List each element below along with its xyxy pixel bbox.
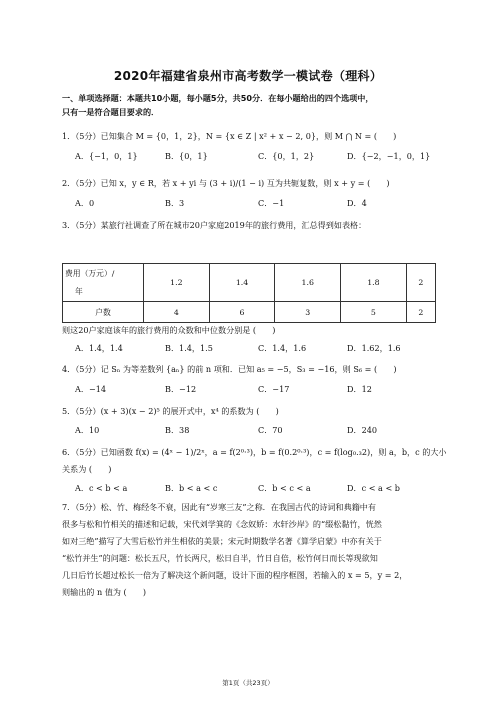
table-header-cost-line2: 年	[75, 286, 83, 296]
q5-option-c[interactable]: C．70	[258, 425, 283, 435]
table-cell: 4	[144, 302, 210, 323]
section-heading-line2: 只有一是符合题目要求的．	[62, 107, 160, 117]
question-3-stem: 3．（5分）某旅行社调查了所在城市20户家庭2019年的旅行费用，汇总得到如表格：	[62, 220, 367, 230]
question-1-stem: 1．（5分）已知集合 M = {0，1，2}，N = {x ∈ Z | x² + x − 2, 0}，则 M ⋂ N = ( )	[62, 131, 397, 141]
table-cell: 3	[275, 302, 341, 323]
q1-option-b[interactable]: B．{0，1}	[165, 151, 208, 161]
q3-option-c[interactable]: C．1.4，1.6	[258, 343, 307, 353]
q4-option-d[interactable]: D．12	[347, 384, 372, 394]
question-4-options	[75, 384, 445, 396]
travel-cost-table	[62, 263, 436, 323]
q3-option-a[interactable]: A．1.4，1.4	[75, 343, 123, 353]
question-7-line: 几日后竹长超过松长一倍为了解决这个新问题，设计下面的程序框图，若输入的 x = 5，y = 2，	[62, 570, 408, 580]
question-7-line: 很多与松和竹相关的描述和记载，宋代刘学箕的《念奴娇：水轩沙岸》的“缀松黏竹，恍然	[62, 519, 382, 529]
question-3-options	[75, 343, 445, 355]
table-cell: 6	[209, 302, 275, 323]
question-2-stem: 2．（5分）已知 x，y ∈ R，若 x + yi 与 (3 + i)/(1 − i) 互为共轭复数，则 x + y = ( )	[62, 178, 390, 188]
question-6-options	[75, 483, 445, 495]
q2-option-d[interactable]: D．4	[347, 198, 367, 208]
question-1-options	[75, 151, 445, 163]
q6-option-c[interactable]: C．b < c < a	[258, 483, 311, 493]
table-cell: 2	[406, 264, 435, 302]
q6-option-d[interactable]: D．c < a < b	[347, 483, 400, 493]
q1-option-c[interactable]: C．{0，1，2}	[258, 151, 315, 161]
q1-option-a[interactable]: A．{−1，0，1}	[75, 151, 138, 161]
q2-option-b[interactable]: B．3	[165, 198, 185, 208]
section-heading-line1: 一、单项选择题：本题共10小题，每小题5分，共50分．在每小题给出的四个选项中，	[62, 93, 374, 103]
q2-option-a[interactable]: A．0	[75, 198, 95, 208]
table-cell: 1.2	[144, 264, 210, 302]
q3-option-d[interactable]: D．1.62，1.6	[347, 343, 401, 353]
q6-option-b[interactable]: B．b < a < c	[165, 483, 218, 493]
question-7-line: 如对三绝”描写了大雪后松竹并生相依的美景；宋元时期数学名著《算学启蒙》中亦有关于	[62, 536, 382, 546]
table-row-count	[63, 302, 436, 323]
q6-option-a[interactable]: A．c < b < a	[75, 483, 128, 493]
table-cell: 1.8	[341, 264, 407, 302]
table-header-cost	[63, 264, 144, 302]
page-title: 2020年福建省泉州市高考数学一模试卷（理科）	[113, 69, 383, 83]
q2-option-c[interactable]: C．−1	[258, 198, 285, 208]
question-7-line: 则输出的 n 值为 ( )	[62, 587, 146, 597]
q4-option-b[interactable]: B．−12	[165, 384, 197, 394]
q4-option-c[interactable]: C．−17	[258, 384, 290, 394]
table-header-cost-line1: 费用（万元）/	[65, 268, 115, 278]
table-cell: 2	[406, 302, 435, 323]
question-7-line: “松竹并生”的问题：松长五尺，竹长两尺，松日自半，竹日自倍，松竹何日而长等现欲知	[62, 553, 378, 563]
table-cell: 1.4	[209, 264, 275, 302]
page-footer: 第1页（共23页）	[222, 679, 274, 687]
question-4-stem: 4．（5分）记 Sₙ 为等差数列 {aₙ} 的前 n 项和．已知 a₅ = −5，S₃ = −16，则 S₆ = ( )	[62, 364, 397, 374]
q4-option-a[interactable]: A．−14	[75, 384, 107, 394]
question-7-line: 7．（5分）松、竹、梅经冬不衰，因此有“岁寒三友”之称．在我国古代的诗词和典籍中有	[62, 502, 376, 512]
table-header-count: 户数	[63, 302, 144, 323]
question-2-options	[75, 198, 445, 210]
q3-option-b[interactable]: B．1.4，1.5	[165, 343, 213, 353]
q5-option-b[interactable]: B．38	[165, 425, 190, 435]
table-cell: 1.6	[275, 264, 341, 302]
q1-option-d[interactable]: D．{−2，−1，0，1}	[347, 151, 431, 161]
table-cell: 5	[341, 302, 407, 323]
question-5-options	[75, 425, 445, 437]
question-6-stem-line2: 关系为 ( )	[62, 464, 112, 474]
question-6-stem-line1: 6．（5分）已知函数 f(x) = (4ˣ − 1)/2ˣ，a = f(2⁰·³)，b = f(0.2⁰·³)，c = f(log₀.₃2)，则 a，b，c 的大小	[62, 447, 447, 457]
question-3-after: 则这20户家庭该年的旅行费用的众数和中位数分别是 ( )	[62, 325, 276, 335]
q5-option-d[interactable]: D．240	[347, 425, 378, 435]
table-row-cost	[63, 264, 436, 302]
question-5-stem: 5．（5分）(x + 3)(x − 2)⁵ 的展开式中，x⁴ 的系数为 ( )	[62, 406, 279, 416]
q5-option-a[interactable]: A．10	[75, 425, 100, 435]
